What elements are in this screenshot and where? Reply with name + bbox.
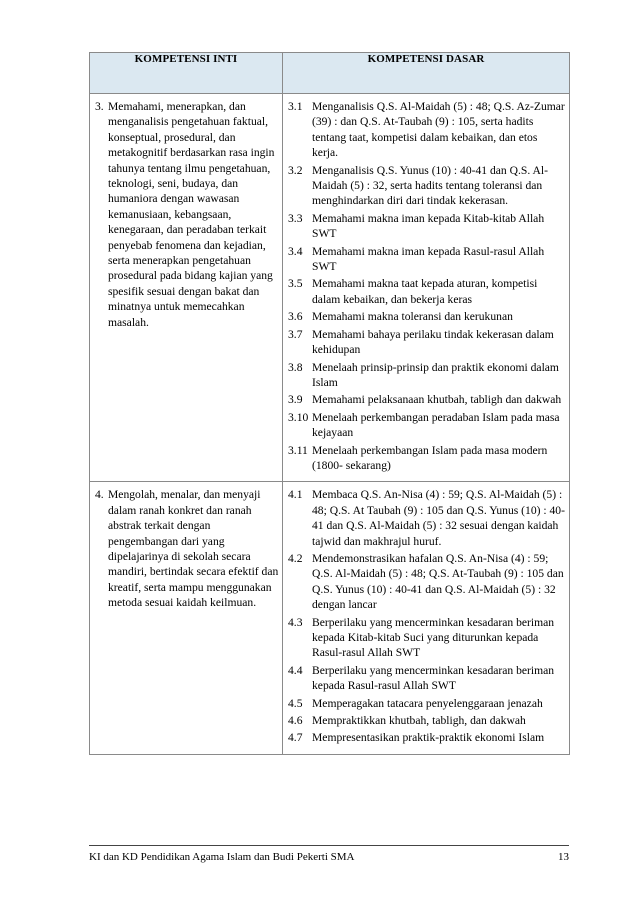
- ki-text: Memahami, menerapkan, dan menganalisis pengetahuan faktual, konseptual, prosedural, dan metakognitif berdasarkan rasa ingin tahunya tentang ilmu pengetahuan, teknologi, seni, budaya, dan humaniora dengan wawasan kemanusiaan, kebangsaan, kenegaraan, dan peradaban terkait penyebab fenomena dan kejadian, serta menerapkan pengetahuan prosedural pada bidang kajian yang spesifik sesuai dengan bakat dan minatnya untuk memecahkan masalah.: [108, 100, 275, 329]
- kd-number: 4.4: [288, 663, 303, 677]
- kd-text: Berperilaku yang mencerminkan kesadaran beriman kepada Kitab-kitab Suci yang diturunkan kepada Rasul-rasul Allah SWT: [312, 615, 555, 660]
- kd-number: 3.4: [288, 244, 303, 258]
- kd-text: Mempraktikkan khutbah, tabligh, dan dakwah: [312, 714, 526, 728]
- kd-number: 4.6: [288, 714, 303, 728]
- kd-item: [288, 244, 566, 275]
- footer-divider: [89, 845, 569, 846]
- kd-text: Menelaah perkembangan Islam pada masa modern (1800- sekarang): [312, 443, 548, 472]
- kd-text: Memahami bahaya perilaku tindak kekerasan dalam kehidupan: [312, 327, 554, 357]
- kd-item: [288, 410, 566, 441]
- kd-text: Memahami pelaksanaan khutbah, tabligh dan dakwah: [312, 393, 562, 407]
- table-header-row: [90, 53, 570, 94]
- kd-number: 4.3: [288, 615, 303, 629]
- kd-number: 3.10: [288, 410, 309, 424]
- kd-item: [288, 276, 566, 307]
- kd-number: 3.7: [288, 327, 303, 341]
- kd-list: [283, 482, 569, 754]
- ki-text: Mengolah, menalar, dan menyaji dalam ranah konkret dan ranah abstrak terkait dengan pengembangan dari yang dipelajarinya di sekolah secara mandiri, bertindak secara efektif dan kreatif, serta mampu menggunakan metoda sesuai kaidah keilmuan.: [108, 488, 279, 610]
- kd-text: Membaca Q.S. An-Nisa (4) : 59; Q.S. Al-Maidah (5) : 48; Q.S. At Taubah (9) : 105 dan Q.S. Yunus (10) : 40-41 dan Q.S. Al-Maidah (5) : 32 sesuai dengan kaidah tajwid dan makhrajul huruf.: [312, 488, 565, 548]
- kd-number: 4.1: [288, 488, 303, 502]
- ki-number: 3.: [95, 100, 104, 113]
- kd-number: 3.11: [288, 443, 308, 457]
- ki-item: [90, 482, 282, 616]
- kd-list: [283, 94, 569, 481]
- kd-text: Menelaah perkembangan peradaban Islam pada masa kejayaan: [312, 410, 560, 440]
- ki-item: [90, 94, 282, 336]
- kd-item: [288, 551, 566, 613]
- kd-number: 3.6: [288, 310, 303, 324]
- kd-number: 3.2: [288, 163, 303, 177]
- kd-number: 4.7: [288, 731, 303, 745]
- kd-text: Berperilaku yang mencerminkan kesadaran beriman kepada Rasul-rasul Allah SWT: [312, 663, 555, 693]
- kd-item: [288, 713, 566, 728]
- kd-text: Menganalisis Q.S. Al-Maidah (5) : 48; Q.S. Az-Zumar (39) : dan Q.S. At-Taubah (9) : 105, serta hadits tentang taat, kompetisi dalam kebaikan, dan etos kerja.: [312, 100, 565, 160]
- kd-text: Menganalisis Q.S. Yunus (10) : 40-41 dan Q.S. Al-Maidah (5) : 32, serta hadits tentang toleransi dan menghindarkan diri dari tindak kekerasan.: [312, 163, 548, 208]
- table-row: [90, 482, 570, 755]
- kd-number: 4.2: [288, 551, 303, 565]
- table-body: [90, 94, 570, 755]
- kd-text: Memahami makna iman kepada Rasul-rasul Allah SWT: [312, 244, 545, 274]
- kd-number: 3.8: [288, 360, 303, 374]
- competency-table: [89, 52, 570, 755]
- ki-number: 4.: [95, 488, 104, 502]
- kd-text: Memperagakan tatacara penyelenggaraan jenazah: [312, 696, 543, 710]
- kd-number: 3.5: [288, 277, 303, 291]
- kd-item: [288, 443, 566, 474]
- kd-item: [288, 730, 566, 745]
- kd-item: [288, 487, 566, 549]
- header-kompetensi-inti: KOMPETENSI INTI: [90, 53, 283, 94]
- page-number: 13: [558, 851, 569, 863]
- kd-item: [288, 211, 566, 242]
- footer-title: KI dan KD Pendidikan Agama Islam dan Budi Pekerti SMA: [89, 851, 355, 863]
- kd-text: Memahami makna toleransi dan kerukunan: [312, 310, 513, 324]
- ki-cell: [90, 94, 283, 482]
- kd-text: Memahami makna taat kepada aturan, kompetisi dalam kebaikan, dan bekerja keras: [312, 277, 538, 306]
- kd-item: [288, 360, 566, 391]
- kd-item: [288, 663, 566, 694]
- header-kompetensi-dasar: KOMPETENSI DASAR: [283, 53, 570, 94]
- kd-text: Mempresentasikan praktik-praktik ekonomi Islam: [312, 731, 545, 745]
- kd-number: 3.3: [288, 211, 303, 225]
- kd-item: [288, 696, 566, 711]
- kd-number: 3.9: [288, 393, 303, 407]
- kd-item: [288, 99, 566, 161]
- kd-item: [288, 309, 566, 324]
- kd-number: 4.5: [288, 696, 303, 710]
- kd-text: Mendemonstrasikan hafalan Q.S. An-Nisa (4) : 59; Q.S. Al-Maidah (5) : 48; Q.S. At-Taubah (9) : 105 dan Q.S. Yunus (10) : 40-41 dan Q.S. Al-Maidah (5) : 32 dengan lancar: [312, 551, 564, 612]
- kd-text: Menelaah prinsip-prinsip dan praktik ekonomi dalam Islam: [312, 360, 559, 389]
- kd-text: Memahami makna iman kepada Kitab-kitab Allah SWT: [312, 211, 545, 241]
- kd-item: [288, 163, 566, 209]
- kd-number: 3.1: [288, 100, 303, 113]
- kd-item: [288, 392, 566, 407]
- ki-cell: [90, 482, 283, 755]
- kd-cell: [283, 94, 570, 482]
- kd-item: [288, 615, 566, 661]
- kd-cell: [283, 482, 570, 755]
- page-footer: [89, 851, 569, 863]
- table-row: [90, 94, 570, 482]
- kd-item: [288, 327, 566, 358]
